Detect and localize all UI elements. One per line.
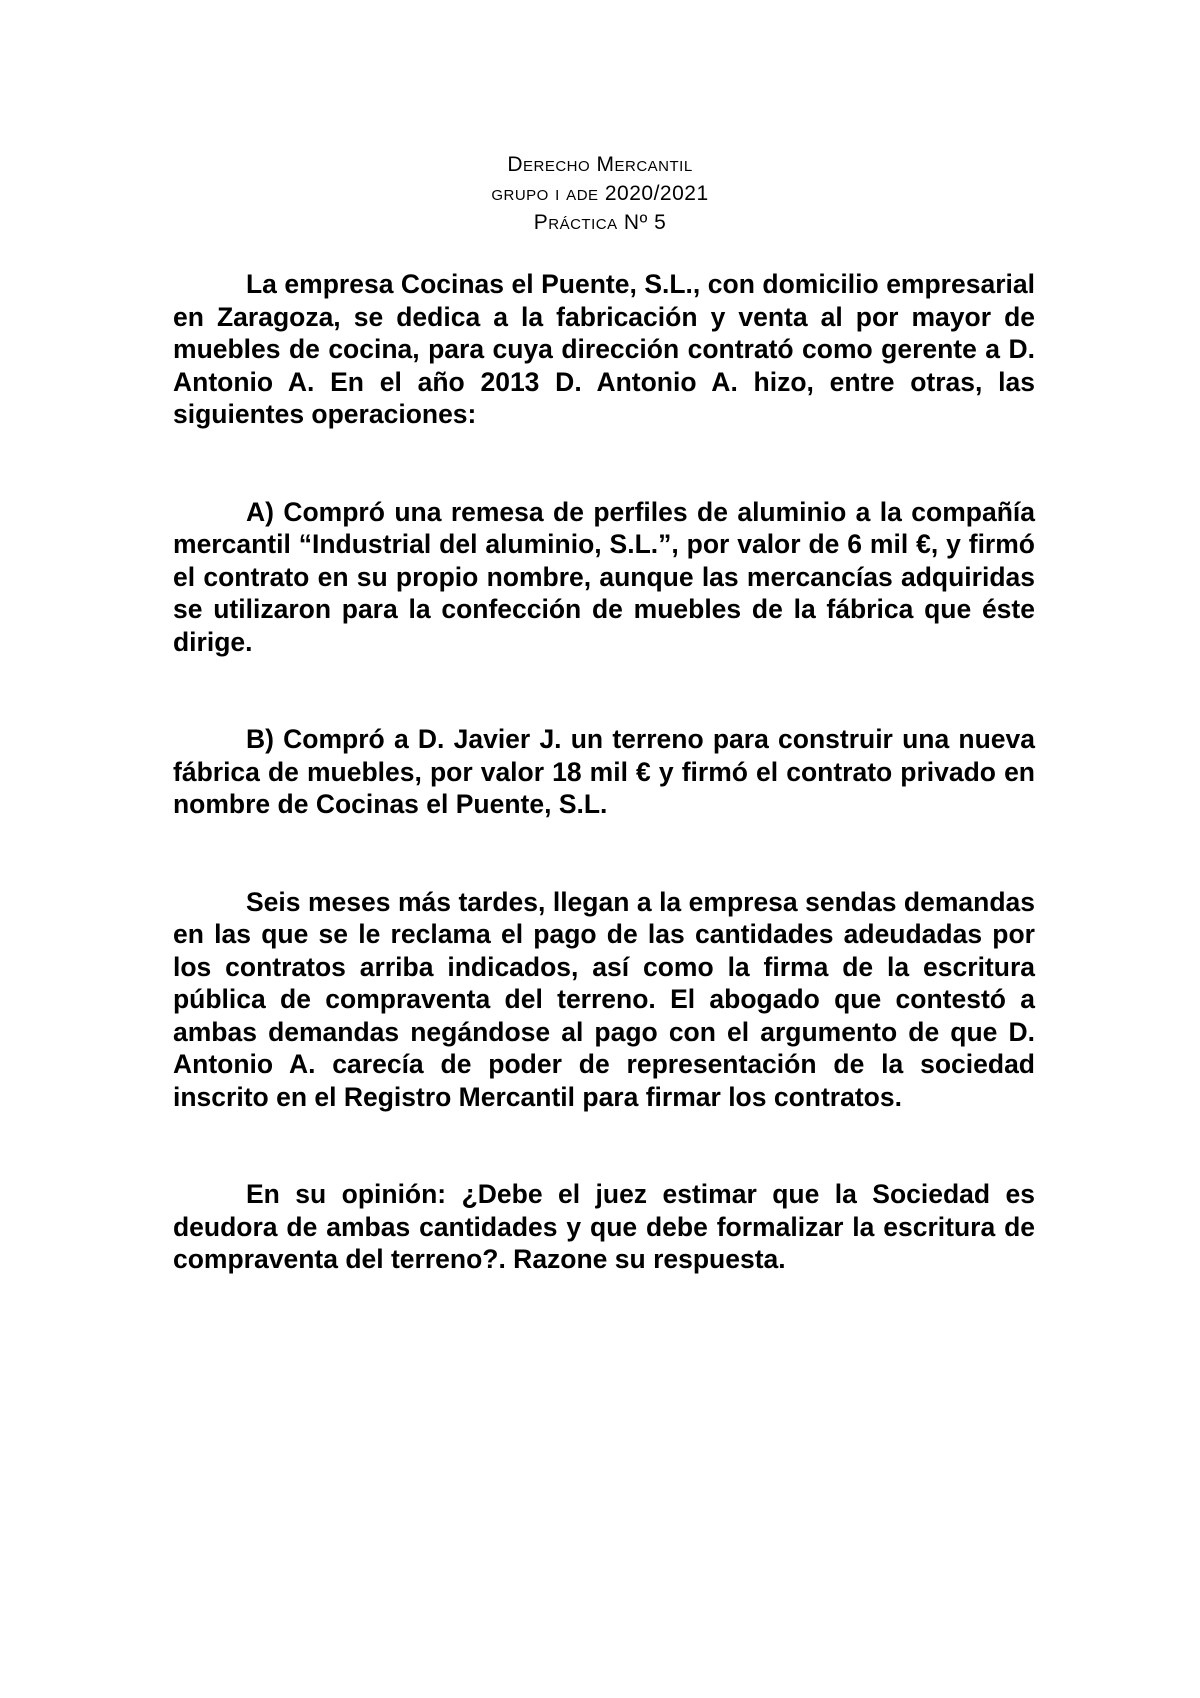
document-header	[0, 150, 1200, 237]
operation-a-paragraph: A) Compró una remesa de perfiles de aluminio a la compañía mercantil “Industrial del aluminio, S.L.”, por valor de 6 mil €, y firmó el contrato en su propio nombre, aunque las mercancías adquiridas se utilizaron para la confección de muebles de la fábrica que éste dirige.	[173, 496, 1035, 657]
operation-b-paragraph: B) Compró a D. Javier J. un terreno para construir una nueva fábrica de muebles, por valor 18 mil € y firmó el contrato privado en nombre de Cocinas el Puente, S.L.	[173, 724, 1035, 819]
document-body	[173, 268, 1035, 1276]
course-title: Derecho Mercantil	[507, 153, 693, 176]
group-line: grupo i ade 2020/2021	[491, 182, 709, 205]
question-paragraph: En su opinión: ¿Debe el juez estimar que la Sociedad es deudora de ambas cantidades y que debe formalizar la escritura de compraventa del terreno?. Razone su respuesta.	[173, 1179, 1035, 1274]
intro-paragraph: La empresa Cocinas el Puente, S.L., con domicilio empresarial en Zaragoza, se dedica a la fabricación y venta al por mayor de muebles de cocina, para cuya dirección contrató como gerente a D. Antonio A. En el año 2013 D. Antonio A. hizo, entre otras, las siguientes operaciones:	[173, 269, 1035, 429]
claims-paragraph: Seis meses más tardes, llegan a la empresa sendas demandas en las que se le reclama el pago de las cantidades adeudadas por los contratos arriba indicados, así como la firma de la escritura pública de compraventa del terreno. El abogado que contestó a ambas demandas negándose al pago con el argumento de que D. Antonio A. carecía de poder de representación de la sociedad inscrito en el Registro Mercantil para firmar los contratos.	[173, 886, 1035, 1112]
practice-number: Práctica Nº 5	[533, 211, 667, 234]
